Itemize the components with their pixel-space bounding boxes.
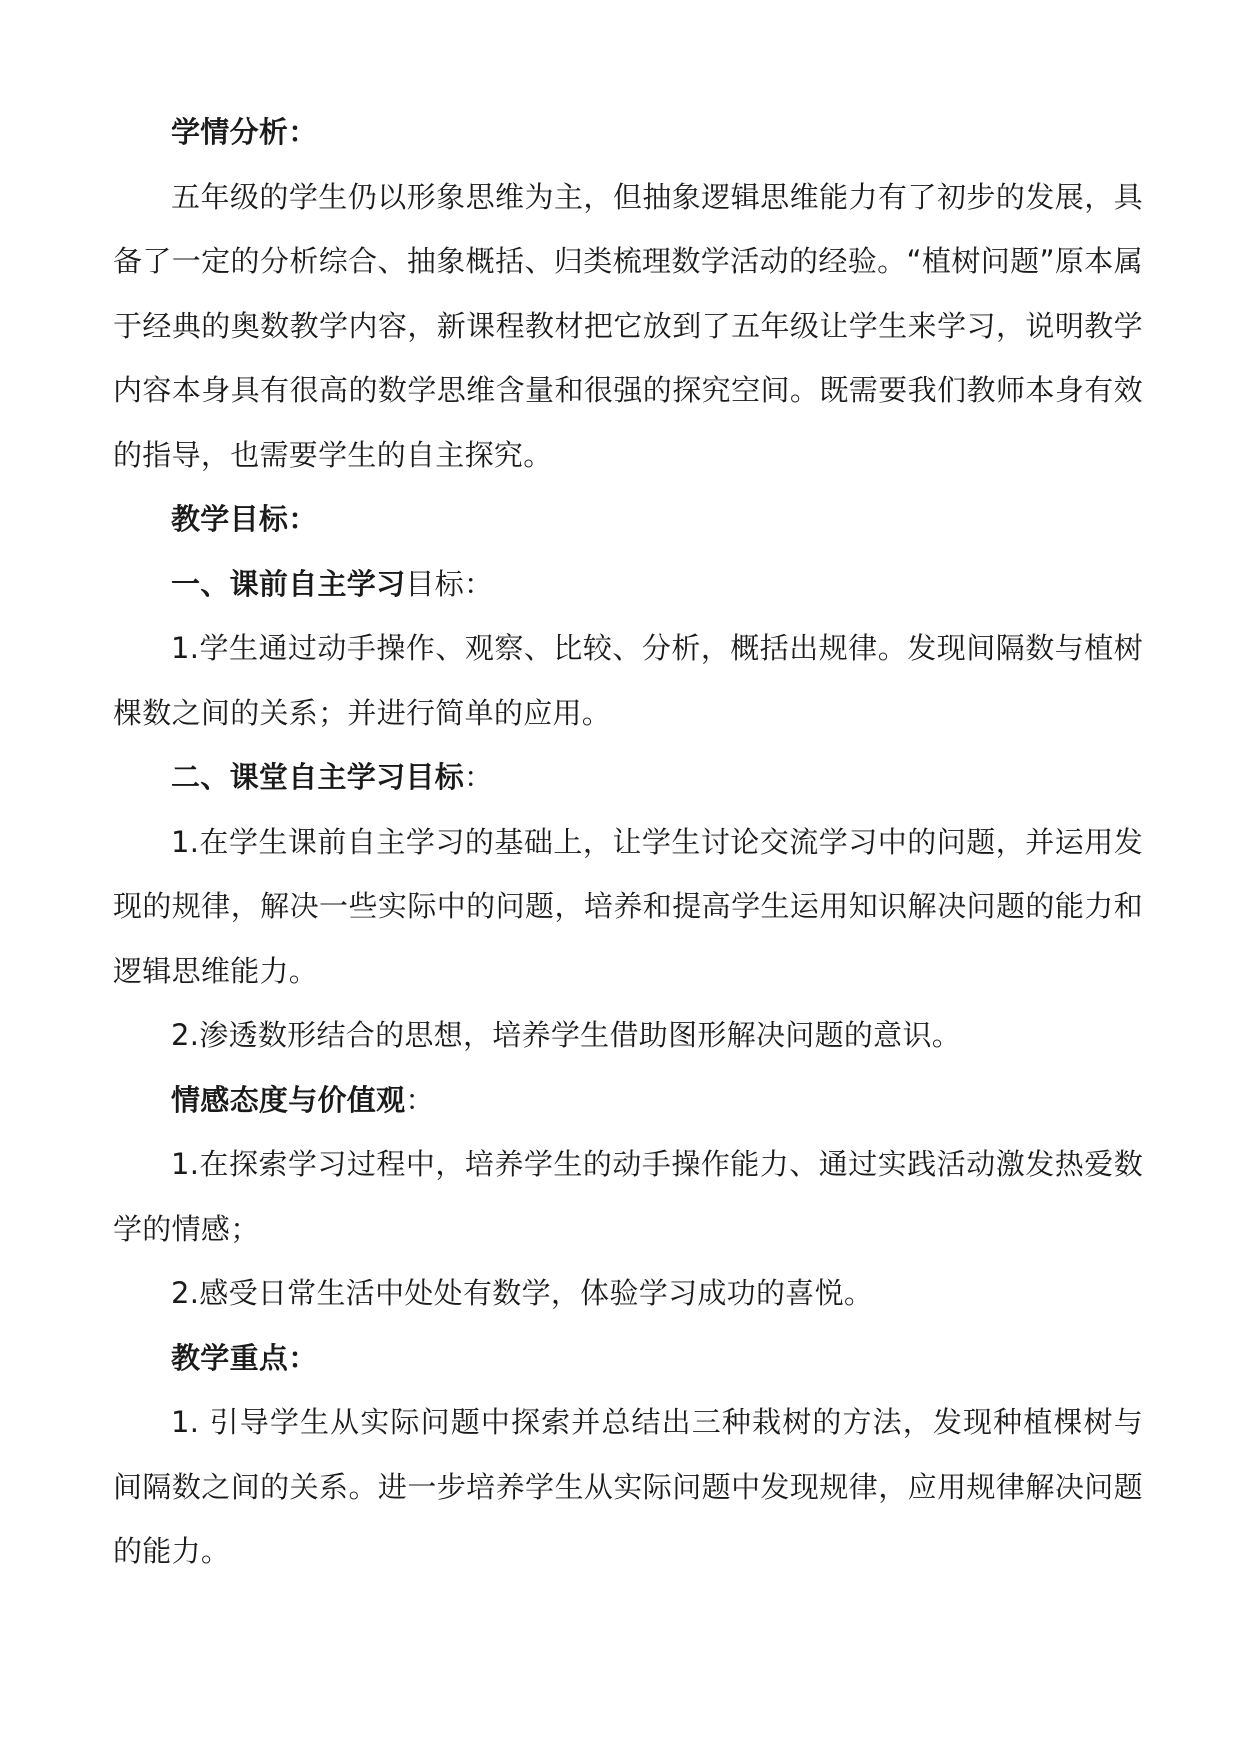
goals-heading: 教学目标： (171, 502, 318, 536)
emotion-item-2: 2.感受日常生活中处处有数学，体验学习成功的喜悦。 (171, 1276, 874, 1310)
focus-heading: 教学重点： (171, 1340, 318, 1375)
analysis-paragraph: 五年级的学生仍以形象思维为主，但抽象逻辑思维能力有了初步的发展，具备了一定的分析综合、抽象概括、归类梳理数学活动的经验。“植树问题”原本属于经典的奥数教学内容，新课程教材把它放到了五年级让学生来学习，说明教学内容本身具有很高的数学思维含量和很强的探究空间。既需要我们教师本身有效的指导，也需要学生的自主探究。 (113, 179, 1143, 472)
emotion-item-1: 1.在探索学习过程中，培养学生的动手操作能力、通过实践活动激发热爱数学的情感； (113, 1147, 1143, 1246)
analysis-heading: 学情分析： (171, 115, 318, 149)
goal2-item-1: 1.在学生课前自主学习的基础上，让学生讨论交流学习中的问题，并运用发现的规律，解决一些实际中的问题，培养和提高学生运用知识解决问题的能力和逻辑思维能力。 (113, 824, 1143, 988)
goal2-item-2: 2.渗透数形结合的思想，培养学生借助图形解决问题的意识。 (171, 1018, 962, 1052)
document-content (113, 100, 1143, 1584)
goal1-heading (113, 552, 1143, 617)
emotion-heading-bold: 情感态度与价值观 (171, 1082, 406, 1117)
emotion-heading (113, 1068, 1143, 1133)
goal2-heading-rest: ： (464, 760, 494, 794)
goal2-heading (113, 745, 1143, 810)
focus-item-1: 1. 引导学生从实际问题中探索并总结出三种栽树的方法，发现种植棵树与间隔数之间的关系。进一步培养学生从实际问题中发现规律，应用规律解决问题的能力。 (113, 1405, 1143, 1568)
goal1-heading-bold: 一、课前自主学习 (171, 566, 406, 601)
goal1-heading-rest: 目标： (405, 566, 494, 601)
goal2-heading-bold: 二、课堂自主学习目标 (171, 760, 465, 794)
emotion-heading-rest: ： (405, 1082, 435, 1117)
goal1-item-1: 1.学生通过动手操作、观察、比较、分析，概括出规律。发现间隔数与植树棵数之间的关系；并进行简单的应用。 (113, 631, 1143, 730)
